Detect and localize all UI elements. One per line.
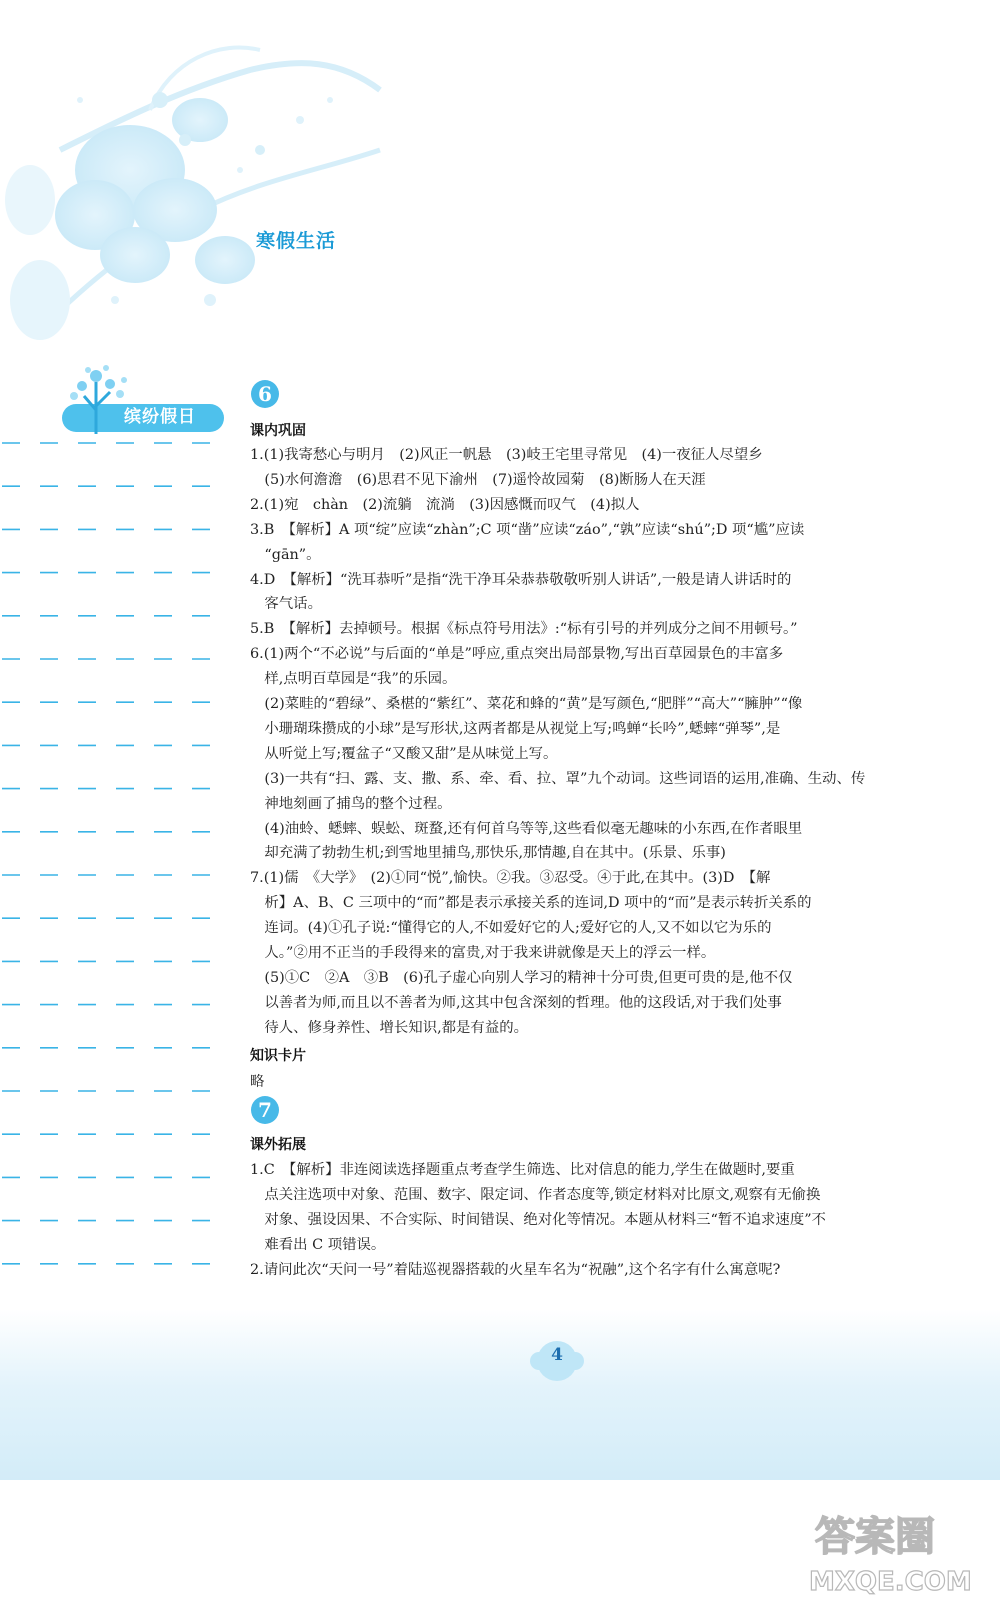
section-heading-7: 课外拓展 [250,1137,306,1153]
svg-text:MXQE.COM: MXQE.COM [809,1567,972,1595]
answer-line: (4)油蛉、蟋蟀、蜈蚣、斑蝥,还有何首乌等等,这些看似毫无趣味的小东西,在作者眼里 [250,820,803,837]
badge-label: 缤纷假日 [124,407,196,427]
answer-line: 2.(1)宛 chàn (2)流躺 流淌 (3)因感慨而叹气 (4)拟人 [250,496,640,513]
answer-line: 却充满了勃勃生机;到雪地里捕鸟,那快乐,那情趣,自在其中。(乐景、乐事) [250,845,726,862]
section-number-6: 6 [251,380,279,408]
answer-line: (3)一共有“扫、露、支、撒、系、牵、看、拉、罩”九个动词。这些词语的运用,准确、生动、传 [250,770,866,787]
knowledge-card-text: 略 [250,1074,265,1090]
answer-line: 神地刻画了捕鸟的整个过程。 [250,795,452,812]
answer-line: 难看出 C 项错误。 [250,1237,386,1253]
answer-line: 1.(1)我寄愁心与明月 (2)风正一帆悬 (3)岐王宅里寻常见 (4)一夜征人尽望乡 [250,447,763,463]
answer-line: 3.B 【解析】A 项“绽”应读“zhàn”;C 项“凿”应读“záo”,“孰”应读“shú”;D 项“尴”应读 [250,521,805,538]
answer-line: 析】A、B、C 三项中的“而”都是表示承接关系的连词,D 项中的“而”是表示转折关系的 [250,895,812,912]
answer-line: (5)水何澹澹 (6)思君不见下渝州 (7)遥怜故园菊 (8)断肠人在天涯 [250,471,706,488]
answer-line: 5.B 【解析】去掉顿号。根据《标点符号用法》:“标有引号的并列成分之间不用顿号。” [250,621,798,638]
answer-line: 以善者为师,而且以不善者为师,这其中包含深刻的哲理。他的这段话,对于我们处事 [250,994,782,1011]
section-heading-6: 课内巩固 [250,423,306,439]
svg-text:答案圈: 答案圈 [815,1514,935,1560]
answer-line: 4.D 【解析】“洗耳恭听”是指“洗干净耳朵恭恭敬敬听别人讲话”,一般是请人讲话时的 [250,571,792,588]
page-number: 4 [551,1345,563,1365]
answer-line: 点关注选项中对象、范围、数字、限定词、作者态度等,锁定材料对比原文,观察有无偷换 [250,1187,821,1203]
header-title: 寒假生活 [256,230,337,252]
answer-line: (2)菜畦的“碧绿”、桑椹的“紫红”、菜花和蜂的“黄”是写颜色,“肥胖”“高大”“臃肿”“像 [250,696,803,712]
footer-band [0,1310,1000,1480]
watermark-logo [805,1500,985,1595]
answer-line: 1.C 【解析】非连阅读选择题重点考查学生筛选、比对信息的能力,学生在做题时,要重 [250,1162,795,1178]
answer-line: 小珊瑚珠攒成的小球”是写形状,这两者都是从视觉上写;鸣蝉“长吟”,蟋蟀“弹琴”,是 [250,720,781,737]
answer-line: 连词。(4)①孔子说:“懂得它的人,不如爱好它的人;爱好它的人,又不如以它为乐的 [250,920,772,937]
answer-line: 6.(1)两个“不必说”与后面的“单是”呼应,重点突出局部景物,写出百草园景色的丰富多 [250,646,784,663]
answer-line: 待人、修身养性、增长知识,都是有益的。 [250,1019,528,1036]
answer-line: (5)①C ②A ③B (6)孔子虚心向别人学习的精神十分可贵,但更可贵的是,他不仅 [250,969,793,986]
answer-line: 对象、强设因果、不合实际、时间错误、绝对化等情况。本题从材料三“暂不追求速度”不 [250,1212,826,1228]
answer-line: 7.(1)儒 《大学》 (2)①同“悦”,愉快。②我。③忍受。④于此,在其中。(3)D 【解 [250,870,771,887]
section-number-7: 7 [251,1096,279,1124]
knowledge-card-heading: 知识卡片 [250,1048,306,1064]
answer-line: 人。”②用不正当的手段得来的富贵,对于我来讲就像是天上的浮云一样。 [250,945,716,961]
answer-line: 客气话。 [250,596,322,613]
answer-line: 2.请问此次“天问一号”着陆巡视器搭载的火星车名为“祝融”,这个名字有什么寓意呢? [250,1262,781,1278]
answer-line: “gān”。 [250,546,321,563]
answer-line: 样,点明百草园是“我”的乐园。 [250,671,457,688]
answer-line: 从听觉上写;覆盆子“又酸又甜”是从味觉上写。 [250,745,558,762]
